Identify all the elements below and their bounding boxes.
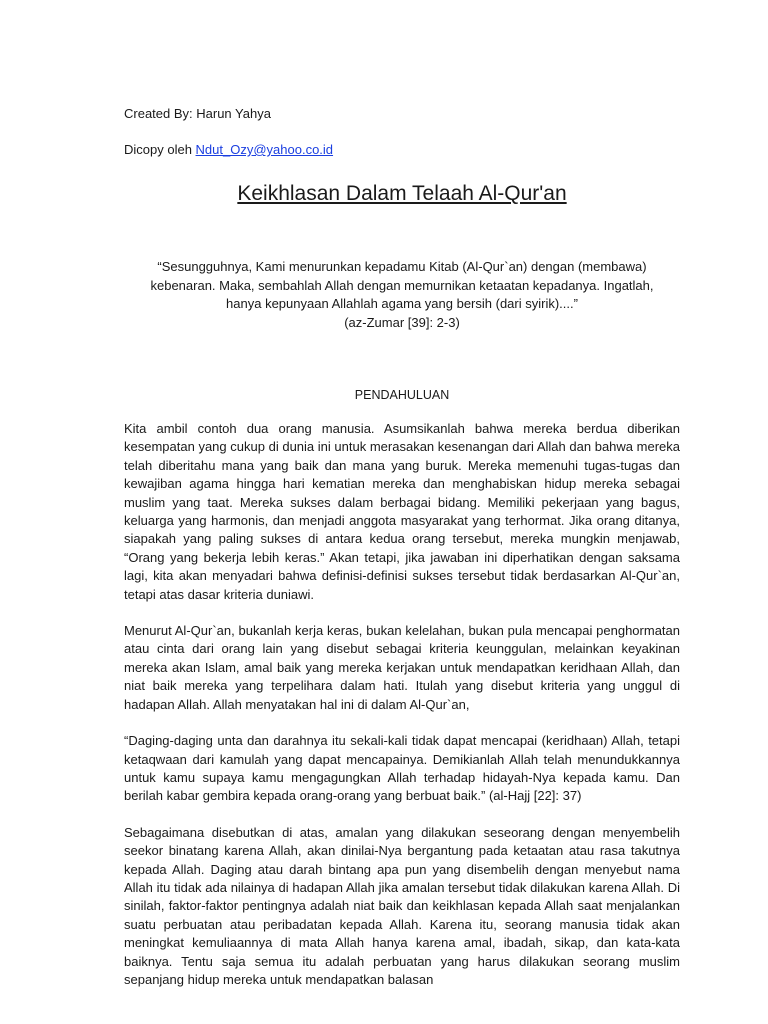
body-paragraph: Kita ambil contoh dua orang manusia. Asumsikanlah bahwa mereka berdua diberikan kesempatan yang cukup di dunia ini untuk merasakan kesenangan dari Allah dan bahwa mereka telah diberitahu mana yang baik dan mana yang buruk. Mereka memenuhi tugas-tugas dan kewajiban agama hingga hari kematian mereka dan menghabiskan hidup mereka sebagai muslim yang taat. Mereka sukses dalam berbagai bidang. Memiliki pekerjaan yang bagus, keluarga yang harmonis, dan menjadi anggota masyarakat yang terhormat. Jika orang ditanya, siapakah yang paling sukses di antara kedua orang tersebut, mereka mungkin menjawab, “Orang yang bekerja lebih keras.” Akan tetapi, jika jawaban ini diperhatikan dengan saksama lagi, kita akan menyadari bahwa definisi-definisi sukses tersebut tidak berdasarkan Al-Qur`an, tetapi atas dasar kriteria duniawi. — [124, 421, 680, 602]
email-link[interactable]: Ndut_Ozy@yahoo.co.id — [195, 142, 334, 157]
document-page — [124, 104, 680, 1007]
quote-line: kebenaran. Maka, sembahlah Allah dengan memurnikan ketaatan kepadanya. Ingatlah, — [150, 277, 654, 293]
section-heading: PENDAHULUAN — [354, 388, 450, 402]
document-title: Keikhlasan Dalam Telaah Al-Qur'an — [237, 182, 567, 205]
created-by-line: Created By: Harun Yahya — [124, 106, 271, 121]
copied-by-line — [124, 140, 680, 160]
opening-quote — [124, 258, 680, 332]
copied-by-label: Dicopy oleh — [124, 142, 196, 157]
quran-verse-paragraph: “Daging-daging unta dan darahnya itu sekali-kali tidak dapat mencapai (keridhaan) Allah, tetapi ketaqwaan dari kamulah yang dapat mencapainya. Demikianlah Allah telah menundukkannya untuk kamu supaya kamu mengagungkan Allah terhadap hidayah-Nya kepada kamu. Dan berilah kabar gembira kepada orang-orang yang berbuat baik.” (al-Hajj [22]: 37) — [124, 733, 680, 804]
body-paragraph: Menurut Al-Qur`an, bukanlah kerja keras, bukan kelelahan, bukan pula mencapai penghormatan atau cinta dari orang lain yang disebut sebagai kriteria keunggulan, melainkan keyakinan mereka akan Islam, amal baik yang mereka kerjakan untuk mendapatkan keridhaan Allah, dan niat baik mereka yang terpelihara dalam hati. Itulah yang disebut kriteria yang unggul di hadapan Allah. Allah menyatakan hal ini di dalam Al-Qur`an, — [124, 623, 680, 712]
quote-line: “Sesungguhnya, Kami menurunkan kepadamu Kitab (Al-Qur`an) dengan (membawa) — [157, 259, 647, 274]
quote-line: hanya kepunyaan Allahlah agama yang bersih (dari syirik)....” — [226, 296, 578, 311]
body-paragraph: Sebagaimana disebutkan di atas, amalan yang dilakukan seseorang dengan menyembelih seekor binatang karena Allah, akan dinilai-Nya bergantung pada ketaatan atau rasa takutnya kepada Allah. Daging atau darah bintang apa pun yang disembelih dengan menyebut nama Allah itu tidak ada nilainya di hadapan Allah jika amalan tersebut tidak dilakukan karena Allah. Di sinilah, faktor-faktor pentingnya adalah niat baik dan keikhlasan kepada Allah saat menjalankan suatu perbuatan atau peribadatan kepada Allah. Karena itu, seorang manusia tidak akan meningkat kemuliaannya di mata Allah hanya karena amal, ibadah, sikap, dan kata-kata baiknya. Tentu saja semua itu adalah perbuatan yang harus dilakukan seorang muslim sepanjang hidup mereka untuk mendapatkan balasan — [124, 824, 680, 987]
quote-citation: (az-Zumar [39]: 2-3) — [344, 314, 460, 330]
